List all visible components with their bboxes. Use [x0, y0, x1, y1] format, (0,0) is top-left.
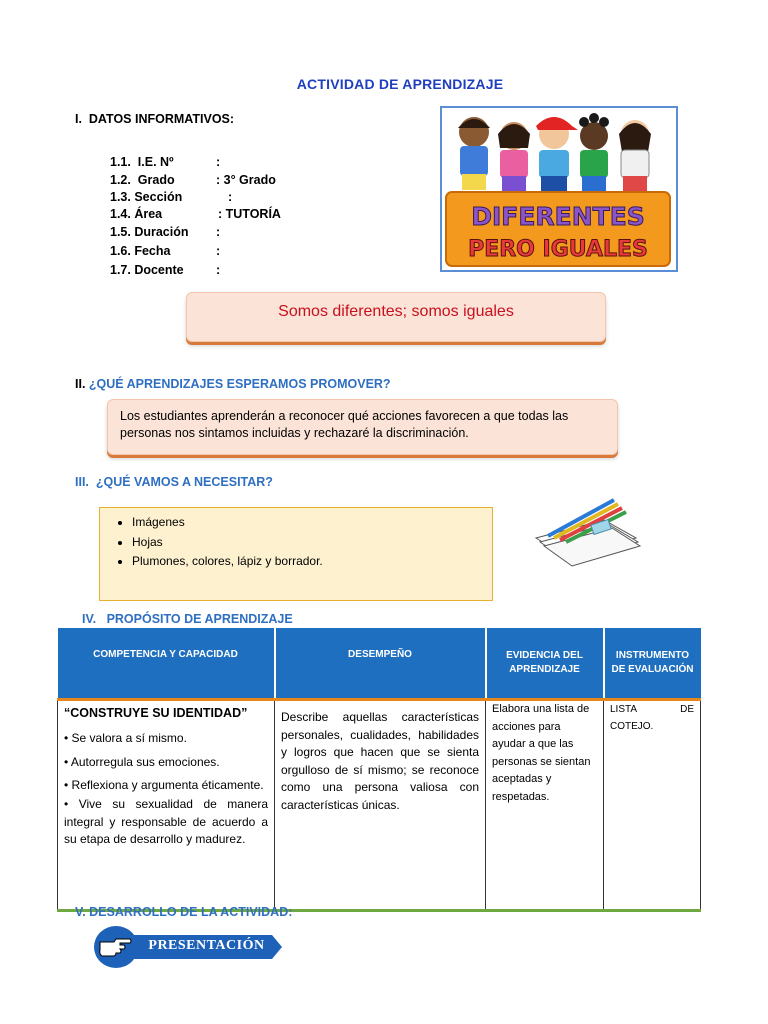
header-desempeno: DESEMPEÑO: [275, 628, 486, 700]
capacidad-item: • Reflexiona y argumenta éticamente.: [64, 777, 264, 792]
cell-evidencia: [486, 700, 604, 911]
section-proposito: [82, 612, 293, 626]
kid-4: [579, 113, 609, 192]
info-value: :: [216, 155, 221, 169]
info-row-area: [110, 207, 281, 221]
info-label: 1.6. Fecha: [110, 244, 171, 258]
list-item: • Imágenes: [132, 513, 492, 533]
list-item: • Plumones, colores, lápiz y borrador.: [132, 552, 492, 572]
info-label: 1.5. Duración: [110, 225, 189, 239]
competencia-title: “CONSTRUYE SU IDENTIDAD”: [64, 706, 248, 720]
info-value: : 3° Grado: [216, 173, 276, 187]
info-row-ie: [110, 155, 221, 169]
kid-5: [619, 120, 651, 192]
section-desarrollo: [75, 905, 292, 919]
section-label: ¿QUÉ APRENDIZAJES ESPERAMOS PROMOVER?: [88, 377, 391, 391]
learning-goal-box: [107, 399, 618, 455]
poster-line-2: PERO IGUALES: [468, 237, 648, 262]
presentacion-banner: [94, 926, 284, 968]
info-label: 1.1. I.E. Nº: [110, 155, 174, 169]
section-aprendizajes: [75, 377, 391, 391]
desempeno-text: Describe aquellas características personales, cualidades, habilidades y logros que hacen que se sienta orgulloso de sí mismo; se reconoce como una persona valiosa con características únicas.: [281, 710, 479, 812]
materials-box: [99, 507, 493, 601]
activity-title: Somos diferentes; somos iguales: [278, 303, 514, 320]
section-label: DESARROLLO DE LA ACTIVIDAD:: [89, 905, 293, 919]
cell-desempeno: [275, 700, 486, 911]
info-row-duracion: [110, 225, 221, 239]
kid-2: [498, 122, 530, 192]
section-datos-informativos: [75, 112, 234, 126]
presentacion-label: PRESENTACIÓN: [148, 938, 265, 953]
school-supplies-illustration: [526, 494, 642, 568]
page-title: ACTIVIDAD DE APRENDIZAJE: [296, 76, 504, 92]
evidencia-text: Elabora una lista de acciones para ayudar a que las personas se sientan aceptadas y respetadas.: [492, 703, 591, 803]
kid-1: [458, 117, 490, 190]
kids-illustration: [442, 108, 676, 270]
info-label: 1.2. Grado: [110, 173, 175, 187]
capacidad-item: • Autorregula sus emociones.: [64, 755, 220, 769]
capacidad-item: • Vive su sexualidad de manera integral y responsable de acuerdo a su etapa de desarrollo y madurez.: [64, 797, 268, 846]
activity-title-banner: [186, 292, 606, 342]
info-value: :: [216, 244, 221, 258]
cell-competencia: [58, 700, 275, 911]
list-item: • Hojas: [132, 533, 492, 553]
info-label: 1.3. Sección: [110, 190, 183, 204]
learning-goal-text: Los estudiantes aprenderán a reconocer qué acciones favorecen a que todas las personas nos sintamos incluidas y rechazaré la discriminación.: [120, 409, 569, 440]
section-label: ¿QUÉ VAMOS A NECESITAR?: [95, 475, 273, 489]
info-value: : TUTORÍA: [218, 207, 281, 221]
info-row-grado: [110, 173, 276, 187]
table-row: [58, 700, 701, 911]
section-label: DATOS INFORMATIVOS:: [88, 112, 235, 126]
info-value: :: [228, 190, 233, 204]
section-number: I.: [75, 112, 82, 126]
section-number: V.: [75, 905, 86, 919]
cell-instrumento: [604, 700, 701, 911]
info-row-seccion: [110, 190, 233, 204]
section-label: PROPÓSITO DE APRENDIZAJE: [106, 612, 293, 626]
info-label: 1.7. Docente: [110, 263, 184, 277]
diferentes-pero-iguales-poster: [440, 106, 678, 272]
instrumento-text: LISTA DE COTEJO.: [610, 704, 694, 732]
info-value: :: [216, 225, 221, 239]
header-evidencia: EVIDENCIA DEL APRENDIZAJE: [486, 628, 604, 700]
header-competencia: COMPETENCIA Y CAPACIDAD: [58, 628, 275, 700]
header-instrumento: INSTRUMENTO DE EVALUACIÓN: [604, 628, 701, 700]
materials-list: [100, 513, 492, 572]
section-number: II.: [75, 377, 86, 391]
purpose-table: [57, 628, 701, 912]
capacidad-item: • Se valora a sí mismo.: [64, 730, 187, 745]
info-row-docente: [110, 263, 221, 277]
info-value: :: [216, 263, 221, 277]
info-row-fecha: [110, 244, 221, 258]
school-supplies-icon: [526, 494, 642, 568]
poster-line-1: DIFERENTES: [471, 202, 645, 231]
table-header-row: [58, 628, 701, 700]
section-necesitar: [75, 475, 273, 489]
section-number: IV.: [82, 612, 97, 626]
section-number: III.: [75, 475, 89, 489]
info-label: 1.4. Área: [110, 207, 163, 221]
